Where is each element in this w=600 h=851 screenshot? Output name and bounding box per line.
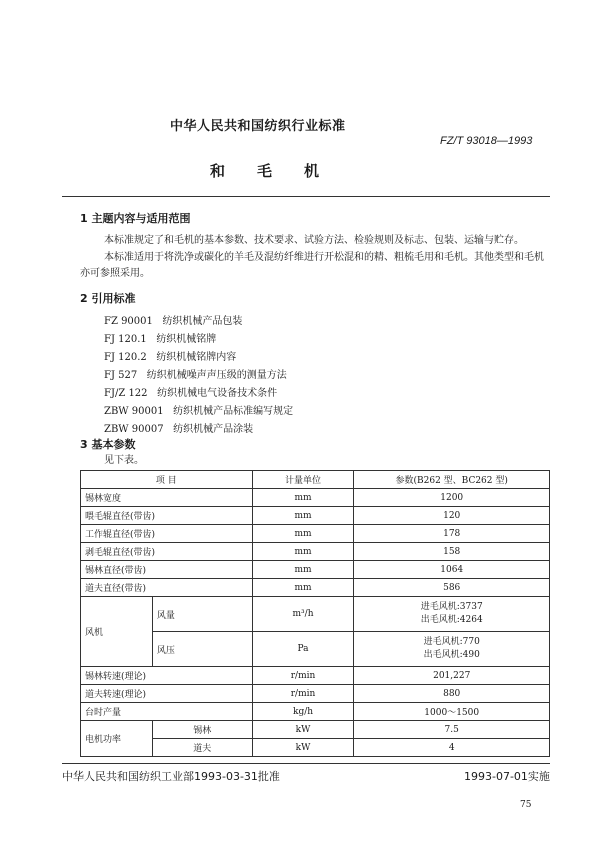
effective-date: 1993-07-01实施 — [464, 770, 550, 783]
reference-item: FJ 120.2 纺织机械铭牌内容 — [104, 352, 237, 363]
row-value: 586 — [354, 579, 550, 597]
fan-volume-unit: m³/h — [252, 597, 354, 632]
fan-pressure-inlet: 进毛风机:770 — [423, 637, 480, 647]
row-item: 道夫直径(带齿) — [81, 579, 253, 597]
row-unit: mm — [252, 489, 354, 507]
row-item: 工作辊直径(带齿) — [81, 525, 253, 543]
page-number: 75 — [520, 800, 532, 810]
power-doffer-value: 4 — [354, 739, 550, 757]
standard-code: FZ/T 93018—1993 — [440, 135, 533, 147]
section-2-heading: 2 引用标准 — [80, 292, 136, 305]
table-row — [81, 721, 550, 739]
table-header-row — [81, 471, 550, 489]
row-item: 道夫转速(理论) — [81, 685, 253, 703]
fan-pressure-unit: Pa — [252, 632, 354, 667]
table-row — [81, 685, 550, 703]
row-unit: mm — [252, 525, 354, 543]
row-value: 1064 — [354, 561, 550, 579]
fan-volume-inlet: 进毛风机:3737 — [420, 602, 483, 612]
reference-item: FJ 120.1 纺织机械铭牌 — [104, 334, 217, 345]
row-unit: kg/h — [252, 703, 354, 721]
approval-date: 中华人民共和国纺织工业部1993-03-31批准 — [62, 770, 280, 783]
basic-parameters-table — [80, 470, 550, 757]
row-value: 201,227 — [354, 667, 550, 685]
reference-item: FJ/Z 122 纺织机械电气设备技术条件 — [104, 388, 278, 399]
fan-volume-outlet: 出毛风机:4264 — [420, 615, 483, 625]
table-row — [81, 543, 550, 561]
table-row — [81, 525, 550, 543]
reference-item: FZ 90001 纺织机械产品包装 — [104, 316, 243, 327]
power-doffer-label: 道夫 — [152, 739, 252, 757]
footer-divider — [62, 763, 550, 764]
row-item: 剥毛辊直径(带齿) — [81, 543, 253, 561]
row-value: 880 — [354, 685, 550, 703]
row-item: 锡林直径(带齿) — [81, 561, 253, 579]
table-row — [81, 507, 550, 525]
fan-group-label: 风机 — [81, 597, 153, 667]
row-unit: r/min — [252, 667, 354, 685]
row-unit: r/min — [252, 685, 354, 703]
header-item: 项 目 — [81, 471, 253, 489]
header-divider — [62, 196, 550, 197]
section-1-paragraph-1: 本标准规定了和毛机的基本参数、技术要求、试验方法、检验规则及标志、包装、运输与贮存。 — [104, 235, 524, 246]
table-row — [81, 579, 550, 597]
row-value: 178 — [354, 525, 550, 543]
fan-pressure-label: 风压 — [152, 632, 252, 667]
table-row — [81, 489, 550, 507]
fan-pressure-values — [354, 632, 550, 667]
row-value: 120 — [354, 507, 550, 525]
reference-item: ZBW 90001 纺织机械产品标准编写规定 — [104, 406, 294, 417]
section-1-paragraph-2: 本标准适用于将洗净或碳化的羊毛及混纺纤维进行开松混和的精、粗梳毛用和毛机。其他类型和毛机亦可参照采用。 — [80, 252, 544, 279]
power-group-label: 电机功率 — [81, 721, 153, 757]
section-3-intro: 见下表。 — [104, 455, 144, 466]
reference-item: FJ 527 纺织机械噪声声压级的测量方法 — [104, 370, 287, 381]
row-unit: mm — [252, 507, 354, 525]
row-item: 锡林转速(理论) — [81, 667, 253, 685]
row-unit: mm — [252, 579, 354, 597]
standard-organization: 中华人民共和国纺织行业标准 — [170, 119, 346, 134]
power-doffer-unit: kW — [252, 739, 354, 757]
row-value: 1200 — [354, 489, 550, 507]
table-row — [81, 703, 550, 721]
row-item: 锡林宽度 — [81, 489, 253, 507]
table-row — [81, 561, 550, 579]
fan-volume-label: 风量 — [152, 597, 252, 632]
power-cylinder-label: 锡林 — [152, 721, 252, 739]
document-title: 和毛机 — [210, 162, 352, 180]
power-cylinder-unit: kW — [252, 721, 354, 739]
power-cylinder-value: 7.5 — [354, 721, 550, 739]
header-params: 参数(B262 型、BC262 型) — [354, 471, 550, 489]
header-unit: 计量单位 — [252, 471, 354, 489]
row-item: 台时产量 — [81, 703, 253, 721]
section-1-heading: 1 主题内容与适用范围 — [80, 212, 191, 225]
table-row — [81, 597, 550, 632]
fan-volume-values — [354, 597, 550, 632]
fan-pressure-outlet: 出毛风机:490 — [423, 650, 480, 660]
reference-item: ZBW 90007 纺织机械产品涂装 — [104, 424, 254, 435]
row-unit: mm — [252, 543, 354, 561]
row-value: 158 — [354, 543, 550, 561]
row-item: 喂毛辊直径(带齿) — [81, 507, 253, 525]
row-unit: mm — [252, 561, 354, 579]
row-value: 1000～1500 — [354, 703, 550, 721]
section-3-heading: 3 基本参数 — [80, 438, 136, 451]
table-row — [81, 667, 550, 685]
